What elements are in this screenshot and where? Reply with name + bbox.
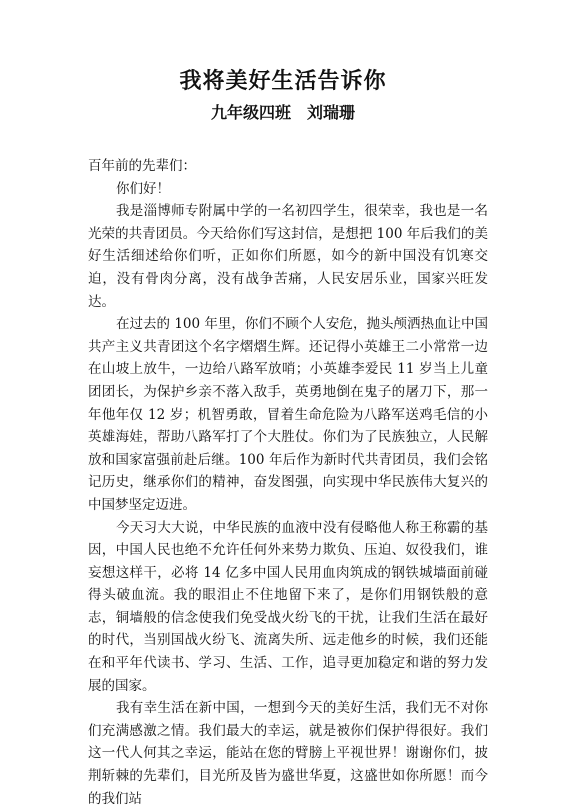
paragraph: 在过去的 100 年里，你们不顾个人安危，抛头颅洒热血让中国共产主义共青团这个名字熠熠生辉。还记得小英雄王二小常常一边在山坡上放牛，一边给八路军放哨；小英雄李爱民 11 岁当上儿童团团长，为保护乡亲不落入敌手，英勇地倒在鬼子的屠刀下，那一年他年仅 12 岁；机智勇敢，冒着生命危险为八路军送鸡毛信的小英雄海娃，帮助八路军打了个大胜仗。你们为了民族独立，人民解放和国家富强前赴后继。100 年后作为新时代共青团员，我们会铭记历史，继承你们的精神，奋发图强，向实现中华民族伟大复兴的中国梦坚定迈进。: [88, 316, 488, 513]
document-title: 我将美好生活告诉你: [179, 68, 387, 94]
salutation: 百年前的先辈们：: [88, 158, 196, 174]
paragraph: 今天习大大说，中华民族的血液中没有侵略他人称王称霸的基因，中国人民也绝不允许任何外来势力欺负、压迫、奴役我们，谁妄想这样干，必将 14 亿多中国人民用血肉筑成的钢铁城墙面前碰得头破血流。我的眼泪止不住地留下来了，是你们用钢铁般的意志，铜墙般的信念使我们免受战火纷飞的干扰，让我们生活在最好的时代，当别国战火纷飞、流离失所、远走他乡的时候，我们还能在和平年代读书、学习、生活、工作，追寻更加稳定和谐的努力发展的国家。: [88, 519, 488, 694]
paragraph: 我是淄博师专附属中学的一名初四学生，很荣幸，我也是一名光荣的共青团员。今天给你们写这封信，是想把 100 年后我们的美好生活细述给你们听，正如你们所愿，如今的新中国没有饥寒交迫，没有骨肉分离，没有战争苦痛，人民安居乐业，国家兴旺发达。: [88, 203, 488, 310]
letter-body: [88, 155, 488, 810]
author-line: 九年级四班 刘瑞珊: [210, 103, 355, 122]
paragraph: 我有幸生活在新中国，一想到今天的美好生活，我们无不对你们充满感激之情。我们最大的幸运，就是被你们保护得很好。我们这一代人何其之幸运，能站在您的臂膀上平视世界！谢谢你们，披荆斩棘的先辈们，目光所及皆为盛世华夏，这盛世如你所愿！而今的我们站: [88, 700, 488, 807]
greeting: 你们好！: [116, 180, 170, 197]
